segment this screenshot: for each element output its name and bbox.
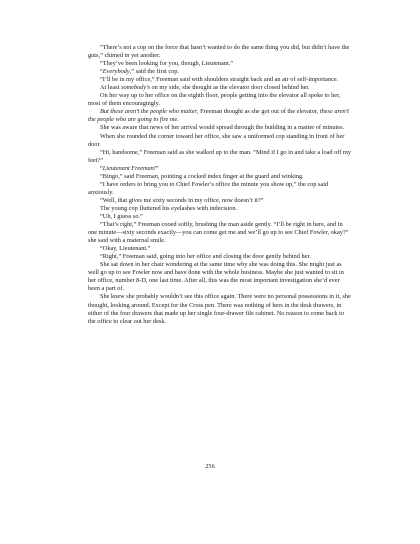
paragraph: “I’ll be in my office,” Freeman said with shoulders straight back and an air of self-importance. (100, 76, 339, 84)
paragraph: She sat down in her chair wondering at the same time why she was doing this. She might just as well go up to see Fowler now and have done with the whole business. Maybe she just wanted to sit in her office, number 8-D, one last time. After all, this was the most important investigation she’d ever been a part of. (88, 261, 344, 293)
paragraph: On her way up to her office on the eighth floor, people getting into the elevator all spoke to her, most of them encouragingly. (88, 92, 341, 108)
paragraph: At least somebody’s on my side, she thought as the elevator door closed behind her. (100, 84, 310, 92)
body-text (88, 44, 352, 326)
paragraph: “Bingo,” said Freeman, pointing a cocked index finger at the guard and winking. (100, 172, 304, 180)
paragraph: “Uh, I guess so.” (100, 212, 143, 220)
paragraph: “Lieutenant Freeman!” (100, 164, 159, 172)
paragraph: “They’ve been looking for you, though, Lieutenant.” (100, 60, 234, 68)
paragraph: But these aren’t the people who matter, Freeman thought as she got out of the elevator, these aren’t the people who are going to fire me. (88, 108, 349, 124)
paragraph: She knew she probably wouldn’t see this office again. There were no personal possessions in it, she thought, looking around. Except for the Cross pen. There was nothing of hers in the desk drawers, in either of the four drawers that made up her single four-drawer file cabinet. No reason to come back to the office to clear out her desk. (88, 293, 351, 325)
paragraph: “I have orders to bring you to Chief Fowler’s office the minute you show up,” the cop said anxiously. (88, 180, 329, 196)
paragraph: She was aware that news of her arrival would spread through the building in a matter of minutes. (100, 124, 345, 132)
page-number: 256 (205, 463, 215, 470)
paragraph: “That’s right,” Freeman cooed softly, brushing the man aside gently. “I’ll be right in here, and in one minute—sixty seconds exactly—you can come get me and we’ll go up to see Chief Fowler, okay?” she said with a maternal smile. (88, 221, 349, 245)
paragraph: “Hi, handsome,” Freeman said as she walked up to the man. “Mind if I go in and take a load off my feet?” (88, 148, 351, 164)
paragraph: The young cop fluttered his eyelashes with indecision. (100, 204, 238, 212)
paragraph: “Well, that gives me sixty seconds in my office, now doesn’t it?” (100, 196, 264, 204)
paragraph: “Everybody,” said the first cop. (100, 68, 180, 76)
paragraph: “Right,” Freeman said, going into her office and closing the door gently behind her. (100, 253, 311, 261)
paragraph: When she rounded the corner toward her office, she saw a uniformed cop standing in front of her door. (88, 132, 345, 148)
paragraph: “Okay, Lieutenant.” (100, 245, 151, 253)
paragraph: “There’s not a cop on the force that hasn’t wanted to do the same thing you did, but didn’t have the guts,” chimed in yet another. (88, 44, 350, 60)
